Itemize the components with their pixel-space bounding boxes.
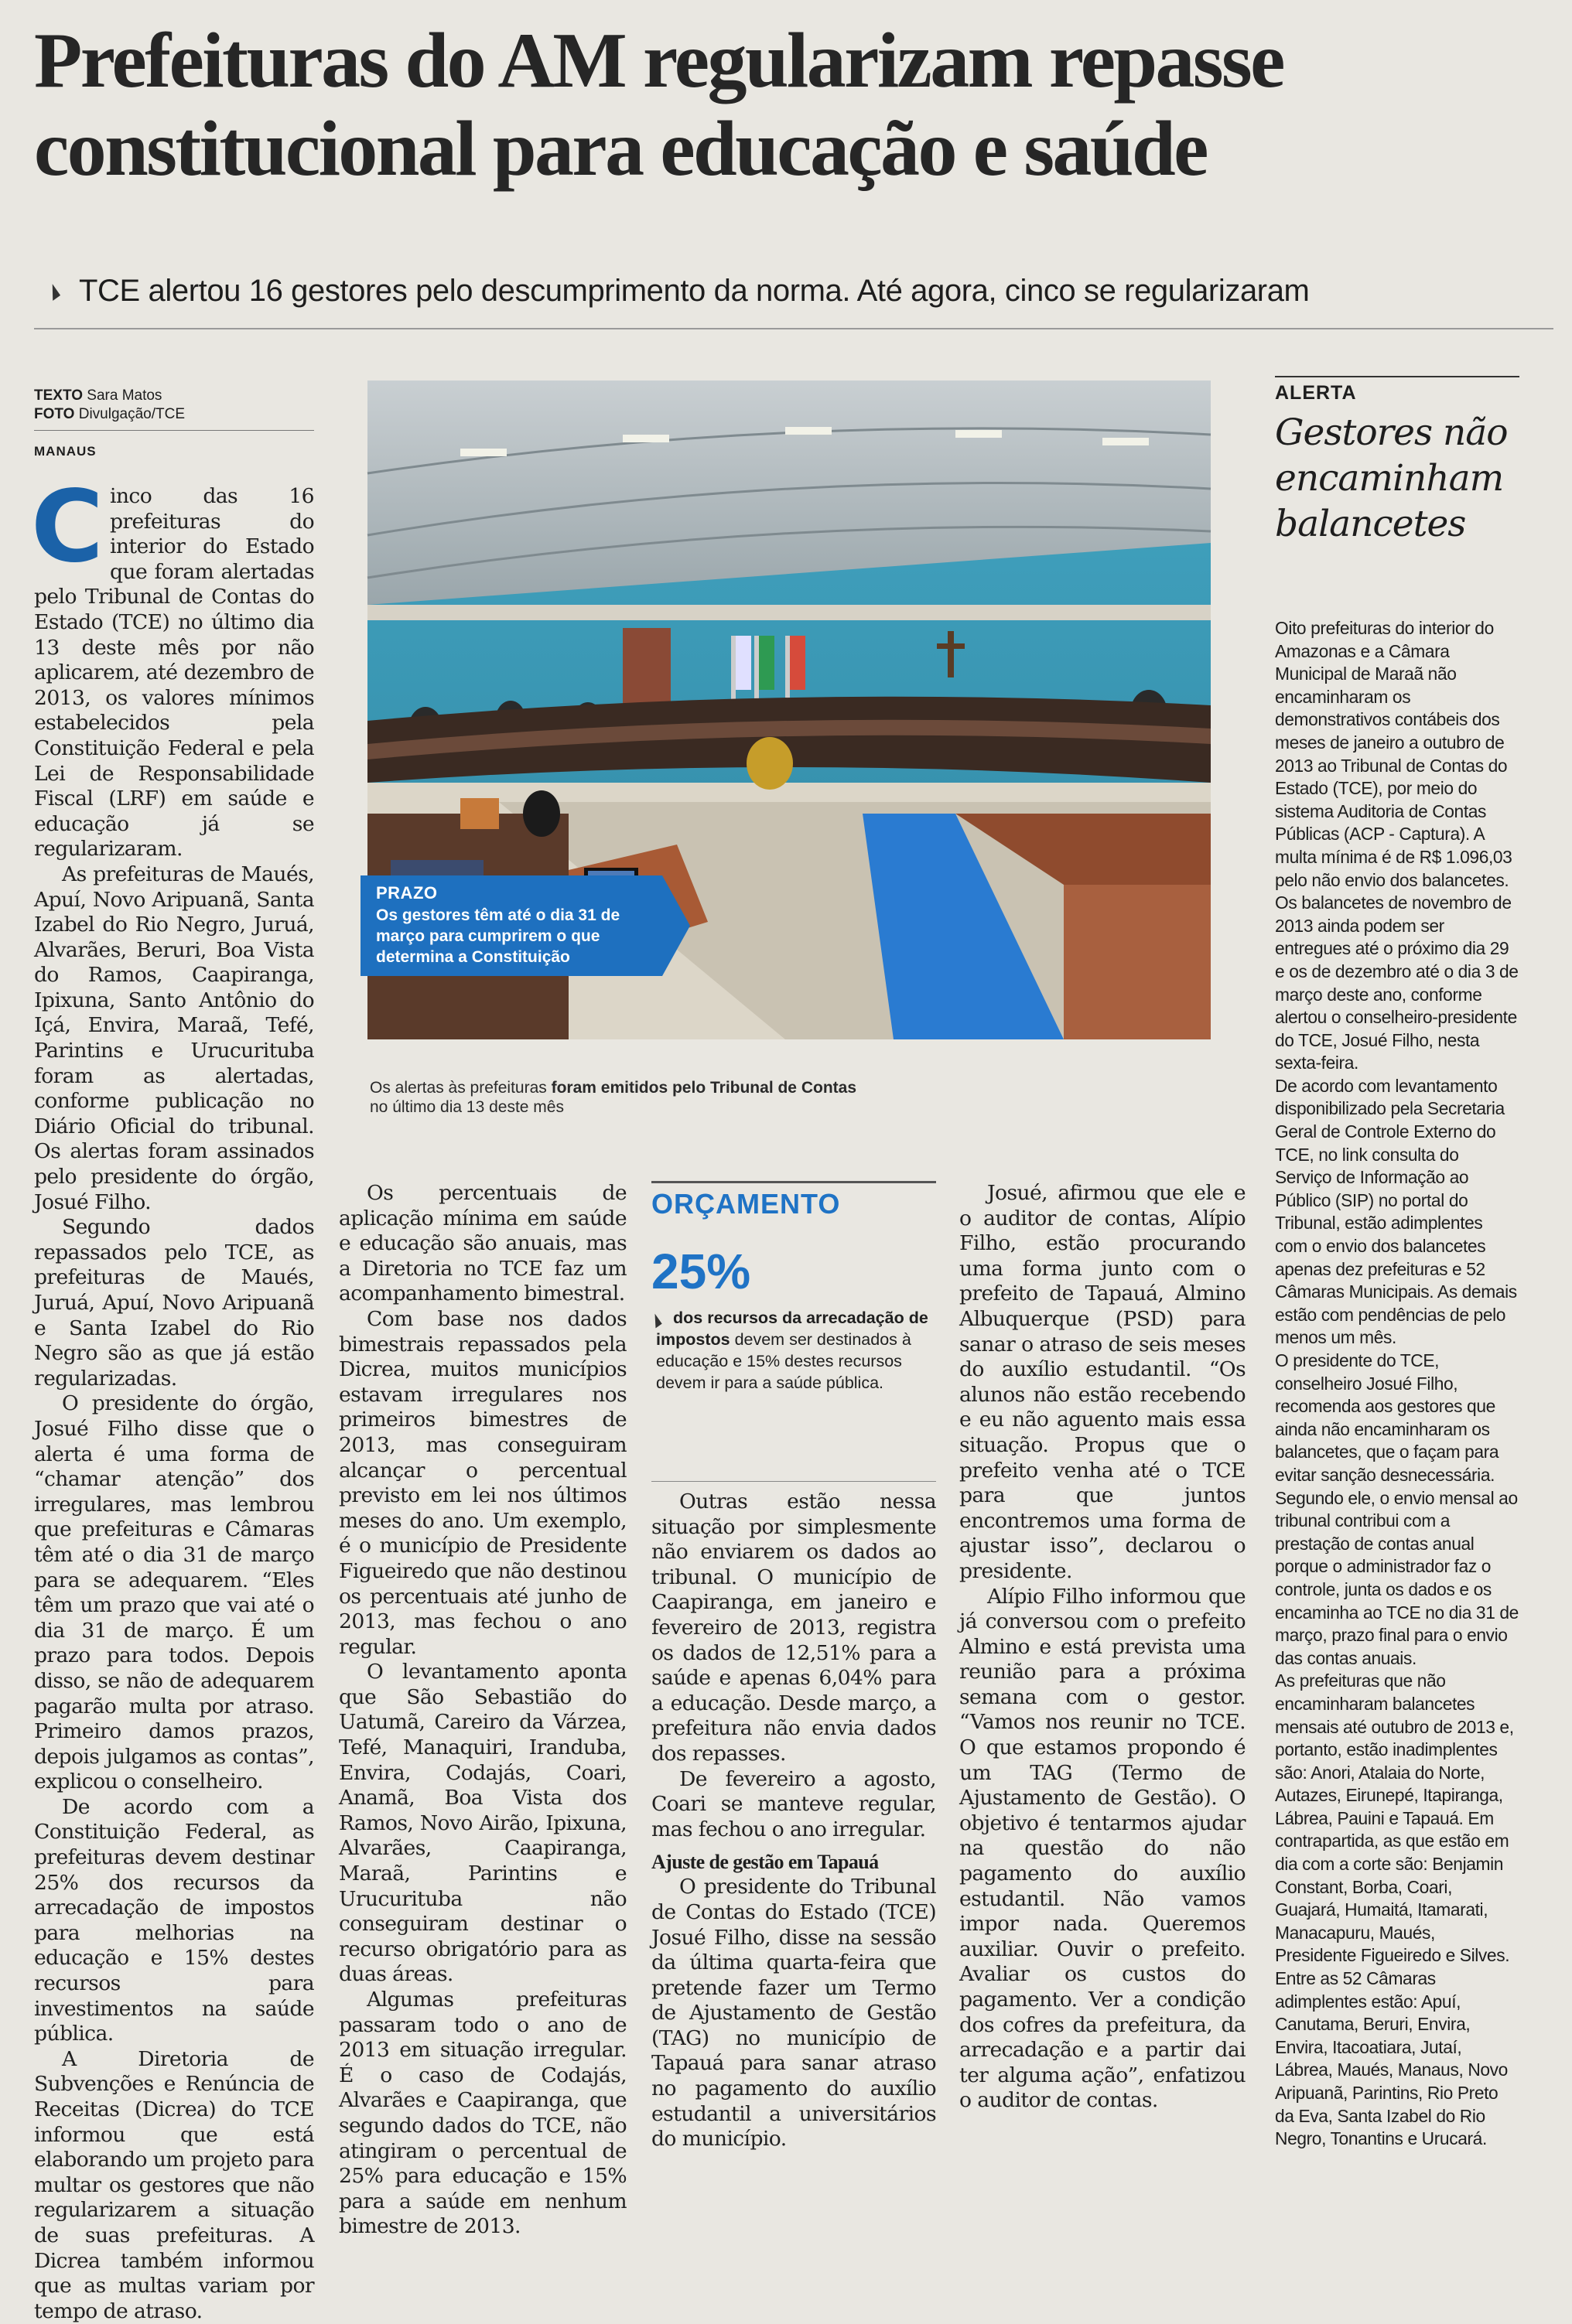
photo-credit-author: Divulgação/TCE — [78, 406, 185, 422]
callout-arrow-icon — [662, 875, 690, 976]
sidebar-paragraph: O presidente do TCE, conselheiro Josué Filho, recomenda aos gestores que ainda não encaminharam os balancetes, que o façam para evitar sanção desnecessária. Segundo ele, o envio mensal ao tribunal contribui com a prestação de contas anual porque o administrador faz o controle, junta os dados e os encaminha ao TCE no dia 31 de março, prazo final para o envio das contas anuais. — [1275, 1350, 1519, 1668]
text-credit-author: Sara Matos — [87, 387, 162, 404]
sidebar-body — [1275, 617, 1519, 2149]
byline — [34, 387, 313, 424]
text-credit-label: TEXTO — [34, 387, 83, 404]
sidebar-paragraph: As prefeituras que não encaminharam balancetes mensais até outubro de 2013 e, portanto, estão inadimplentes são: Anori, Atalaia do Norte, Autazes, Eirunepé, Itapiranga, Lábrea, Pauini e Tapauá. Em contrapartida, as que estão em dia com a corte são: Benjamin Constant, Borba, Coari, Guajará, Humaitá, Itamarati, Manacapuru, Maués, Presidente Figueiredo e Silves. Entre as 52 Câmaras adimplentes estão: Apuí, Canutama, Beruri, Envira, Envira, Itacoatiara, Jutaí, Lábrea, Maués, Manaus, Novo Aripuanã, Parintins, Rio Preto da Eva, Santa Izabel do Rio Negro, Tonantins e Urucará. — [1275, 1670, 1514, 2149]
photo-credit-label: FOTO — [34, 406, 75, 422]
lead-paragraph — [31, 469, 314, 862]
paragraph: As prefeituras de Maués, Apuí, Novo Aripuanã, Santa Izabel do Rio Negro, Juruá, Alvarães, Beruri, Boa Vista do Ramos, Caapiranga, Ipixuna, Santo Antônio do Içá, Envira, Maraã, Tefé, Parintins e Urucurituba foram as alertadas, conforme publicação no Diário Oficial do tribunal. Os alertas foram assinados pelo presidente do órgão, Josué Filho. — [34, 862, 314, 1214]
paragraph: Algumas prefeituras passaram todo o ano de 2013 em situação irregular. É o caso de Codajás, Alvarães e Caapiranga, que segundo dados do TCE, não atingiram o percentual de 25% para educação e 15% para a saúde em nenhum bimestre de 2013. — [339, 1988, 627, 2239]
orcamento-percent: 25% — [651, 1244, 751, 1299]
paragraph: Com base nos dados bimestrais repassados pela Dicrea, muitos municípios estavam irregulares nos primeiros bimestres de 2013, mas conseguiram alcançar o percentual previsto em lei nos últimos meses do ano. Um exemplo, é o município de Presidente Figueiredo que não destinou os percentuais até junho de 2013, mas fechou o ano regular. — [339, 1306, 627, 1659]
bullet-arrow-icon — [45, 285, 60, 302]
subheadline — [48, 272, 1557, 309]
paragraph: De acordo com a Constituição Federal, as prefeituras devem destinar 25% dos recursos da arrecadação de impostos para melhorias na educação e 15% destes recursos para investimentos na saúde pública. — [34, 1794, 314, 2046]
dateline: MANAUS — [34, 444, 97, 459]
article-column-3 — [651, 1490, 936, 2152]
sidebar-kicker: ALERTA — [1275, 382, 1357, 404]
orcamento-bottom-rule — [651, 1481, 936, 1482]
orcamento-text-bold: dos recursos da arrecadação de impostos — [656, 1309, 928, 1349]
byline-divider — [34, 430, 314, 431]
paragraph: O presidente do órgão, Josué Filho disse que o alerta é uma forma de “chamar atenção” dos irregulares, mas lembrou que prefeituras e Câmaras têm até o dia 31 de março para se adequarem. “Eles têm um prazo que vai até o dia 31 de março. É um prazo para todos. Depois disso, se não de adequarem pagarão multa por atraso. Primeiro damos prazos, depois julgamos as contas”, explicou o conselheiro. — [34, 1391, 314, 1794]
paragraph-text: inco das 16 prefeituras do interior do Estado que foram alertadas pelo Tribunal de Contas do Estado (TCE) no último dia 13 deste mês por não aplicarem, até dezembro de 2013, os valores mínimos estabelecidos pela Constituição Federal e pela Lei de Responsabilidade Fiscal (LRF) em saúde e educação já se regularizaram. — [34, 484, 314, 862]
subheadline-text: TCE alertou 16 gestores pelo descumprimento da norma. Até agora, cinco se regularizaram — [79, 274, 1310, 308]
headline: Prefeituras do AM regularizam repasse constitucional para educação e saúde — [34, 17, 1283, 193]
paragraph: Segundo dados repassados pelo TCE, as prefeituras de Maués, Juruá, Apuí, Novo Aripuanã e Santa Izabel do Rio Negro são as que já estão regularizadas. — [34, 1215, 314, 1391]
paragraph: Josué, afirmou que ele e o auditor de contas, Alípio Filho, estão procurando uma forma junto com o prefeito de Tapauá, Almino Albuquerque (PSD) para sanar o atraso de seis meses do auxílio estudantil. “Os alunos não estão recebendo e eu não aguento mais essa situação. Propus que o prefeito venha até o TCE para que juntos encontremos uma forma de ajustar isso”, declarou o presidente. — [959, 1181, 1246, 1583]
sidebar-paragraph: Os balancetes de novembro de 2013 ainda podem ser entregues até o próximo dia 29 e os de dezembro até o dia 3 de março deste ano, conforme alertou o conselheiro-presidente do TCE, Josué Filho, nesta sexta-feira. — [1275, 892, 1519, 1073]
paragraph: O presidente do Tribunal de Contas do Estado (TCE) Josué Filho, disse na sessão da última quarta-feira que pretende fazer um Termo de Ajustamento de Gestão (TAG) no município de Tapauá para sanar atraso no pagamento do auxílio estudantil a universitários do município. — [651, 1875, 936, 2152]
orcamento-text — [656, 1307, 935, 1394]
paragraph: De fevereiro a agosto, Coari se manteve regular, mas fechou o ano irregular. — [651, 1766, 936, 1841]
article-column-2 — [339, 1181, 627, 2239]
photo-caption — [370, 1078, 989, 1117]
orcamento-top-rule — [651, 1181, 936, 1183]
paragraph: Os percentuais de aplicação mínima em saúde e educação são anuais, mas a Diretoria no TCE faz um acompanhamento bimestral. — [339, 1181, 627, 1306]
orcamento-text-rest: devem ser destinados à educação e 15% destes recursos devem ir para a saúde pública. — [656, 1330, 911, 1392]
prazo-text: Os gestores têm até o dia 31 de março para cumprirem o que determina a Constituição — [376, 906, 620, 966]
paragraph: Alípio Filho informou que já conversou com o prefeito Almino e está prevista uma reunião para a próxima semana com o gestor. “Vamos nos reunir no TCE. O que estamos propondo é um TAG (Termo de Ajustamento de Gestão). O objetivo é tentarmos ajudar na questão do não pagamento do auxílio estudantil. Não vamos impor nada. Queremos auxiliar. Ouvir o prefeito. Avaliar os custos do pagamento. Ver a condição dos cofres da prefeitura, da arrecadação e a partir dai ter alguma ação”, enfatizou o auditor de contas. — [959, 1584, 1246, 2113]
prazo-callout — [361, 875, 662, 976]
section-subheading: Ajuste de gestão em Tapauá — [651, 1851, 879, 1874]
header-divider — [34, 328, 1553, 329]
sidebar-paragraph: De acordo com levantamento disponibilizado pela Secretaria Geral de Controle Externo do TCE, no link consulta do Serviço de Informação ao Público (SIP) no portal do Tribunal, estão adimplentes com o envio dos balancetes apenas dez prefeituras e 52 Câmaras Municipais. As demais estão com pendências de pelo menos um mês. — [1275, 1075, 1517, 1348]
sidebar-paragraph: Oito prefeituras do interior do Amazonas e a Câmara Municipal de Maraã não encaminharam os demonstrativos contábeis dos meses de janeiro a outubro de 2013 ao Tribunal de Contas do Estado (TCE), por meio do sistema Auditoria de Contas Públicas (ACP - Captura). A multa mínima é de R$ 1.096,03 pelo não envio dos balancetes. — [1275, 618, 1512, 890]
orcamento-title: ORÇAMENTO — [651, 1188, 841, 1220]
paragraph: O levantamento aponta que São Sebastião do Uatumã, Careiro da Várzea, Tefé, Manaquiri, Iranduba, Envira, Codajás, Coari, Anamã, Boa Vista dos Ramos, Novo Airão, Ipixuna, Alvarães, Caapiranga, Maraã, Parintins e Urucurituba não conseguiram destinar o recurso obrigatório para as duas áreas. — [339, 1660, 627, 1987]
sidebar-title: Gestores não encaminham balancetes — [1275, 411, 1508, 545]
caption-rest: no último dia 13 deste mês — [370, 1098, 564, 1116]
drop-cap: C — [31, 469, 104, 585]
prazo-label: PRAZO — [376, 883, 438, 903]
article-column-4 — [959, 1181, 1246, 2113]
article-column-1 — [31, 469, 314, 2323]
caption-plain: Os alertas às prefeituras — [370, 1079, 552, 1097]
sidebar-top-rule — [1275, 376, 1519, 377]
paragraph: Outras estão nessa situação por simplesmente não enviarem os dados ao tribunal. O município de Caapiranga, em janeiro e fevereiro de 2013, registra os dados de 12,51% para a saúde e apenas 6,04% para a educação. Desde março, a prefeitura não envia dados dos repasses. — [651, 1490, 936, 1766]
caption-bold: foram emitidos pelo Tribunal de Contas — [551, 1079, 856, 1097]
paragraph: A Diretoria de Subvenções e Renúncia de Receitas (Dicrea) do TCE informou que está elaborando um projeto para multar os gestores que não regularizarem a situação de suas prefeituras. A Dicrea também informou que as multas variam por tempo de atraso. — [34, 2046, 314, 2323]
